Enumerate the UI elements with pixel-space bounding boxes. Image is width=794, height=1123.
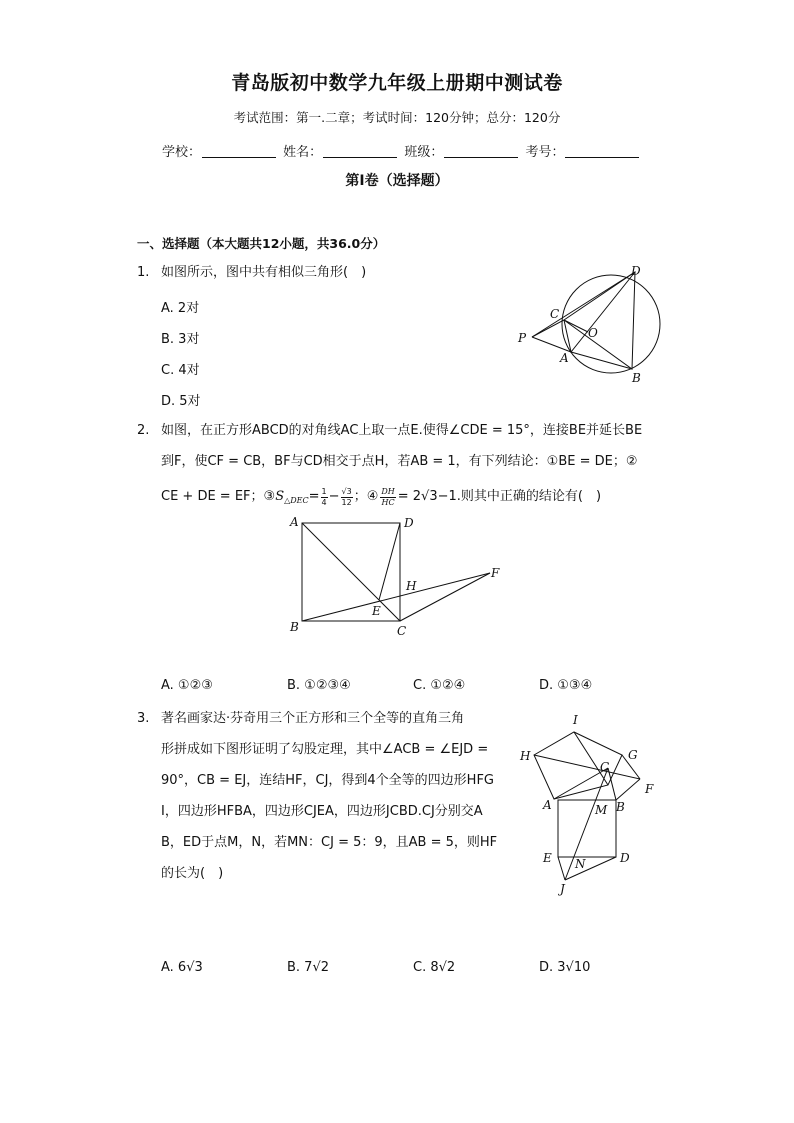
question-3-line-4: I，四边形HFBA，四边形CJEA，四边形JCBD.CJ分别交A — [161, 804, 483, 819]
frac-den: 12 — [341, 497, 352, 507]
volume-heading: 第I卷（选择题） — [345, 173, 449, 189]
name-blank[interactable] — [323, 145, 397, 158]
question-2-option-d[interactable]: D. ①③④ — [539, 678, 593, 693]
question-1-text: 如图所示，图中共有相似三角形( ) — [161, 265, 367, 280]
q1-lines-a — [532, 272, 635, 369]
q2-l3-e: = 2√3−1.则其中正确的结论有( ) — [397, 489, 602, 504]
label-h: H — [406, 579, 417, 593]
question-2-number: 2. — [137, 423, 150, 438]
q1-line-ab — [571, 352, 632, 369]
q2-l3-minus: − — [328, 489, 340, 504]
question-2-figure — [286, 514, 506, 640]
square-abde — [558, 800, 616, 857]
question-3-line-2: 形拼成如下图形证明了勾股定理，其中∠ACB = ∠EJD = — [161, 742, 489, 757]
label-a: A — [543, 798, 552, 812]
label-c: C — [550, 307, 560, 321]
student-info-fields — [162, 141, 642, 160]
label-n: N — [575, 857, 586, 871]
label-f: F — [491, 566, 500, 580]
question-2-option-c[interactable]: C. ①②④ — [413, 678, 466, 693]
label-b: B — [632, 371, 641, 385]
label-o: O — [588, 326, 598, 340]
label-m: M — [595, 803, 608, 817]
label-i: I — [573, 713, 578, 727]
label-d: D — [631, 264, 641, 278]
label-g: G — [628, 748, 638, 762]
school-blank[interactable] — [202, 145, 276, 158]
question-2-line-3 — [161, 479, 601, 515]
fraction-dh-hc — [380, 487, 395, 508]
class-label: 班级： — [404, 145, 444, 160]
question-3-option-a[interactable]: A. 6√3 — [161, 960, 203, 975]
fraction-sqrt3-12 — [341, 487, 353, 508]
question-1-option-a[interactable]: A. 2对 — [161, 301, 200, 316]
diagonal-ae — [302, 523, 379, 600]
question-3-number: 3. — [137, 711, 150, 726]
label-e: E — [543, 851, 552, 865]
fraction-1-4 — [321, 487, 328, 508]
question-2-option-a[interactable]: A. ①②③ — [161, 678, 213, 693]
label-d: D — [404, 516, 414, 530]
label-b: B — [290, 620, 299, 634]
label-e: E — [372, 604, 381, 618]
label-j: J — [560, 882, 565, 896]
q2-l3-a: CE + DE = EF；③ — [161, 489, 276, 504]
question-3-figure — [512, 708, 662, 898]
question-3-line-6: 的长为( ) — [161, 866, 224, 881]
question-3-option-c[interactable]: C. 8√2 — [413, 960, 456, 975]
label-h: H — [520, 749, 531, 763]
question-1-option-c[interactable]: C. 4对 — [161, 363, 200, 378]
question-2-option-b[interactable]: B. ①②③④ — [287, 678, 351, 693]
exam-meta: 考试范围：第一.二章；考试时间：120分钟；总分：120分 — [233, 110, 561, 125]
q1-line-co — [564, 320, 588, 332]
question-1-option-b[interactable]: B. 3对 — [161, 332, 200, 347]
segment-de — [379, 523, 400, 600]
circle-o — [562, 275, 660, 373]
exam-number-label: 考号： — [525, 145, 565, 160]
question-3-option-b[interactable]: B. 7√2 — [287, 960, 330, 975]
frac-num: DH — [381, 486, 395, 496]
frac-num: √3 — [341, 486, 352, 496]
question-3-option-d[interactable]: D. 3√10 — [539, 960, 591, 975]
segment-ec — [379, 600, 400, 621]
label-f: F — [645, 782, 654, 796]
label-d: D — [620, 851, 630, 865]
segment-bf — [302, 573, 490, 621]
frac-den: HC — [381, 497, 395, 507]
label-a: A — [560, 351, 569, 365]
q2-l3-d: ；④ — [353, 489, 379, 504]
label-a: A — [290, 515, 299, 529]
frac-num: 1 — [321, 486, 327, 496]
question-3-line-1: 著名画家达·芬奇用三个正方形和三个全等的直角三角 — [161, 711, 465, 726]
question-2-line-2: 到F，使CF = CB，BF与CD相交于点H，若AB = 1，有下列结论：①BE = DE；② — [161, 454, 638, 469]
name-label: 姓名： — [283, 145, 323, 160]
exam-number-blank[interactable] — [565, 145, 639, 158]
class-blank[interactable] — [444, 145, 518, 158]
label-c: C — [397, 624, 407, 638]
q2-l3-s: S — [275, 489, 285, 504]
label-p: P — [518, 331, 527, 345]
label-b: B — [616, 800, 625, 814]
question-1-number: 1. — [137, 265, 150, 280]
section-heading: 一、选择题（本大题共12小题，共36.0分） — [137, 236, 386, 251]
question-1-option-d[interactable]: D. 5对 — [161, 394, 201, 409]
school-label: 学校： — [162, 145, 202, 160]
question-3-line-3: 90°，CB = EJ，连结HF，CJ，得到4个全等的四边形HFG — [161, 773, 495, 788]
question-2-line-1: 如图，在正方形ABCD的对角线AC上取一点E.使得∠CDE = 15°，连接BE并延长BE — [161, 423, 643, 438]
page-title: 青岛版初中数学九年级上册期中测试卷 — [231, 72, 563, 94]
label-c: C — [600, 760, 610, 774]
segment-ej — [558, 857, 565, 880]
question-1-figure — [510, 262, 675, 387]
frac-den: 4 — [321, 497, 327, 507]
q2-l3-sub: △DEC — [284, 496, 309, 505]
q2-l3-eq: = — [308, 489, 320, 504]
segment-fb — [616, 779, 640, 800]
question-3-line-5: B，ED于点M，N，若MN：CJ = 5：9，且AB = 5，则HF — [161, 835, 498, 850]
q1-line-pa — [532, 337, 571, 352]
